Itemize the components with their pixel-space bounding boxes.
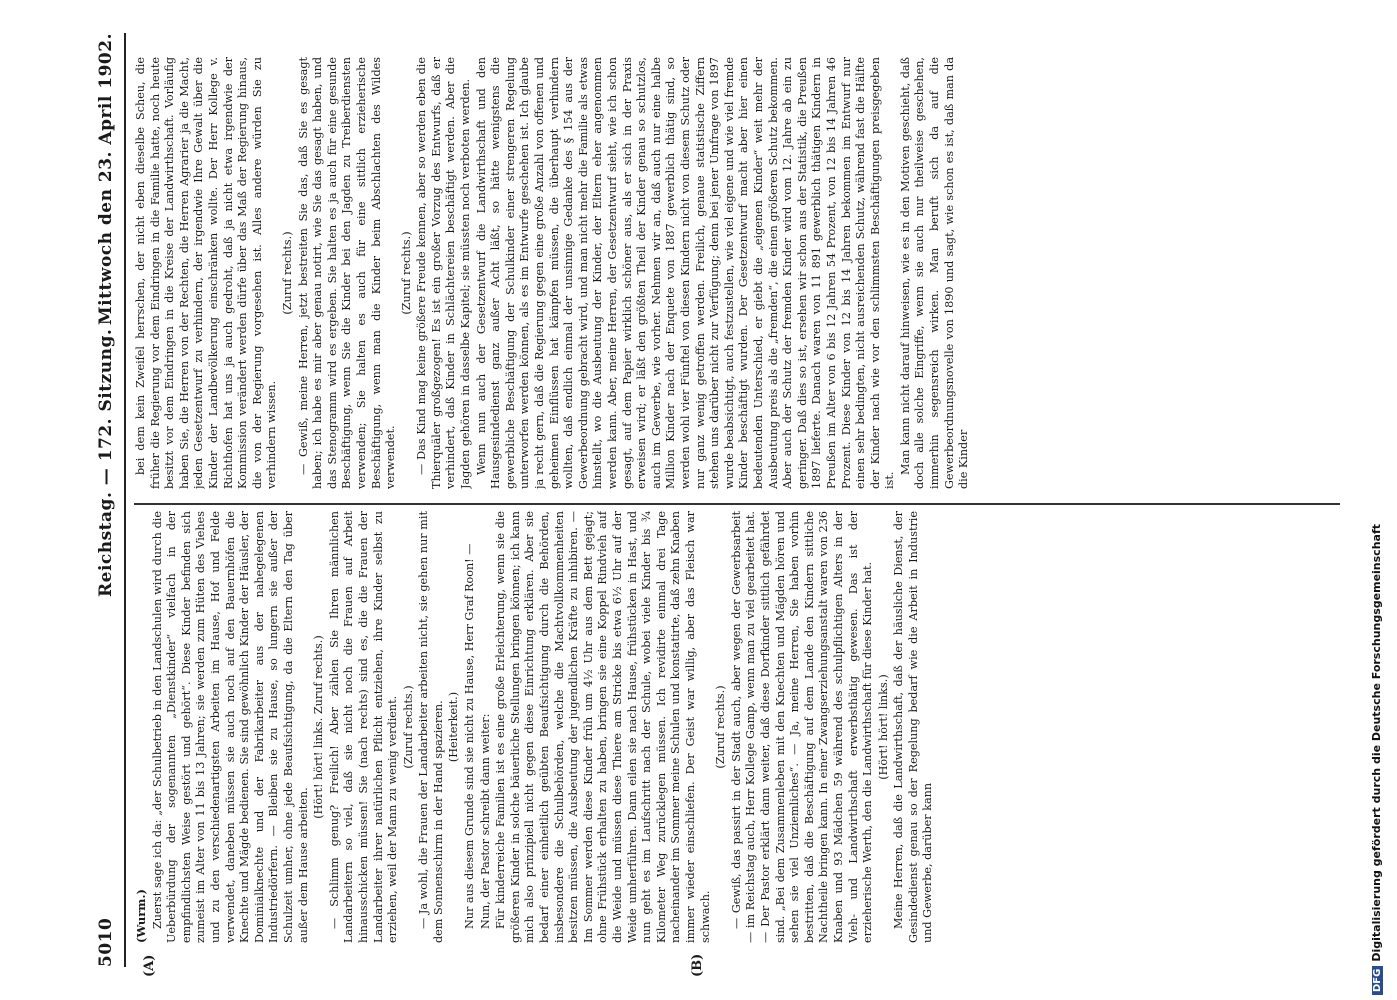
session-date: Mittwoch den 23. April 1902. <box>96 33 116 326</box>
interjection: (Zuruf rechts.) <box>714 685 728 769</box>
paragraph: bei dem kein Zweifel herrschen, der nicht eben dieselbe Scheu, die früher die Regierung vor dem Eindringen in die Familie hatte, noch heute besitzt vor dem Eindringen in die Kreise der Landwirthschaft. Vorläufig haben Sie, die Herren von der Rechten, die Herren Agrarier ja die Macht, jeden Gesetzentwurf zu verhindern, der irgendwie Ihre Gewalt über die Kinder der Landbevölkerung einschränken wollte. Der Herr Kollege v. Richthofen hat uns ja auch gedroht, daß ja nicht etwa irgendwie der Kommission verändert werden dürfe über das Maß der Regierung hinaus, die von der Regierung vorgesehen ist. Alles andere würden Sie zu verhindern wissen. <box>134 57 279 489</box>
interjection: (Zuruf rechts.) <box>399 231 413 315</box>
speaker-label: (Wurm.) <box>134 889 148 943</box>
interjection: (Hört! hört! links. Zuruf rechts.) <box>312 635 326 819</box>
paragraph: Wenn nun auch der Gesetzentwurf die Landwirthschaft und den Hausgesindedienst ganz außer Acht läßt, so hätte wenigstens die gewerbliche Beschäftigung der Schulkinder einer strengeren Regelung unterworfen werden können, als es im Entwurfe geschehen ist. Ich glaube ja recht gern, daß die Regierung gegen eine große Anzahl von offenen und geheimen Einflüssen hat kämpfen müssen, die überhaupt verhindern wollten, daß endlich einmal der unsinnige Gedanke des § 154 aus der Gewerbeordnung gebracht wird, und man nicht mehr die Familie als etwas hinstellt, wo die Ausbeutung der Kinder, der Eltern eher angenommen werden kann. Aber, meine Herren, der Gesetzentwurf sieht, wie ich schon gesagt, auf dem Papier wirklich schöner aus, als er sich in der Praxis erweisen wird; er läßt den größten Theil der Kinder genau so schutzlos, auch im Gewerbe, wie vorher. Nehmen wir an, daß auch nur eine halbe Million Kinder nach der Enquete von 1887 gewerblich thätig sind, so werden wohl vier Fünftel von diesen Kindern nicht von diesem Schutz oder nur ganz wenig getroffen werden. Freilich, genaue statistische Ziffern stehen uns darüber nicht zur Verfügung; denn bei jener Umfrage von 1897 wurde beabsichtigt, auch festzustellen, wie viel eigene und wie viel fremde Kinder beschäftigt wurden. Der Gesetzentwurf macht aber hier einen bedeutenden Unterschied, er giebt die „eigenen Kinder“ weit mehr der Ausbeutung preis als die „fremden“, die einen größeren Schutz bekommen. Aber auch der Schutz der fremden Kinder wird vom 12. Jahre ab ein zu geringer. Daß dies so ist, ersehen wir schon aus der Statistik, die Preußen 1897 lieferte. Danach waren von 11 891 gewerblich thätigen Kindern in Preußen im Alter von 6 bis 12 Jahren 54 Prozent, von 12 bis 14 Jahren 46 Prozent. Diese Kinder von 12 bis 14 Jahren bekommen im Entwurf nur einen sehr bedingten, nicht ausreichenden Schutz, während fast die Hälfte der Kinder nach wie vor den schlimmsten Beschäftigungen preisgegeben ist. <box>474 57 897 489</box>
page-header <box>96 33 122 967</box>
interjection: (Zuruf rechts.) <box>401 685 415 769</box>
paragraph: — Gewiß, das passirt in der Stadt auch, aber wegen der Gewerbsarbeit — im Reichstag auch, Herr Kollege Gamp, wenn man zu viel gearbeitet hat. — Der Pastor erklärt dann weiter, daß diese Dorfkinder sittlich gefährdet sind. „Bei dem Zusammenleben mit den Knechten und Mägden hören und sehen sie viel Unziemliches“. — Ja, meine Herren, Sie haben vorhin bestritten, daß die Beschäftigung auf dem Lande den Kindern sittliche Nachtheile bringen kann. In einer Zwangserziehungsanstalt waren von 236 Knaben und 93 Mädchen 59 während des schulpflichtigen Alters in der Vieh- und Landwirthschaft erwerbsthätig gewesen. Das ist der erzieherische Werth, den die Landwirthschaft für diese Kinder hat. <box>729 511 875 943</box>
credit-text: Digitalisierung gefördert durch die Deutsche Forschungsgemeinschaft <box>1370 523 1383 962</box>
interjection: (Heiterkeit.) <box>447 691 461 763</box>
dfg-logo: DFG <box>1372 966 1383 995</box>
document-page <box>90 15 1360 985</box>
session-title: Reichstag. — 172. Sitzung. <box>96 328 116 597</box>
column-divider <box>134 503 1340 505</box>
paragraph: Man kann nicht darauf hinweisen, wie es in den Motiven geschieht, daß doch alle solche Eingriffe, wenn sie auch nur theilweise geschehen, immerhin segensreich wirken. Man beruft sich da auf die Gewerbeordnungsnovelle von 1890 und sagt, wie schon es ist, daß man da die Kinder <box>898 57 971 489</box>
interjection: (Zuruf rechts.) <box>280 231 294 315</box>
text-column-right <box>134 57 1340 489</box>
margin-mark-b: (B) <box>690 953 705 977</box>
paragraph: Für kinderreiche Familien ist es eine große Erleichterung, wenn sie die größeren Kinder in solche bäuerliche Stellungen bringen können; ich kann mich also prinzipiell nicht gegen diese Einrichtung erklären. Aber sie bedarf einer einheitlich geübten Beaufsichtigung durch die Behörden, insbesondere die Schulbehörden, welche die Machtvollkommenheiten besitzen müssen, die Ausbeutung der jugendlichen Kräfte zu inhibiren. — Im Sommer werden diese Kinder früh um 4½ Uhr aus dem Bett gejagt; ohne Frühstück erhalten zu haben, bringen sie eine Koppel Rindvieh auf die Weide und müssen diese Thiere am Stricke bis etwa 6½ Uhr auf der Weide umherführen. Dann eilen sie nach Hause, frühstücken in Hast, und nun geht es im Laufschritt nach der Schule, wobei viele Kinder bis ¾ Kilometer Weg zurücklegen müssen. Ich revidirte einmal drei Tage nacheinander im Sommer meine Schulen und konstatirte, daß zehn Knaben immer wieder einschliefen. Der Geist war willig, aber das Fleisch war schwach. <box>494 511 712 943</box>
paragraph: Nur aus diesem Grunde sind sie nicht zu Hause, Herr Graf Roon! — <box>463 543 477 929</box>
paragraph: — Ja wohl, die Frauen der Landarbeiter arbeiten nicht, sie gehen nur mit dem Sonnenschirm in der Hand spazieren. <box>417 511 445 943</box>
margin-mark-a: (A) <box>142 954 157 977</box>
text-column-left <box>134 511 1340 943</box>
paragraph: Nun, der Pastor schreibt dann weiter: <box>478 713 492 929</box>
paragraph: Meine Herren, daß die Landwirthschaft, daß der häusliche Dienst, der Gesindedienst genau so der Regelung bedarf wie die Arbeit in Industrie und Gewerbe, darüber kann <box>892 511 935 943</box>
header-rule <box>124 33 126 967</box>
paragraph: Zuerst sage ich da: „der Schulbetrieb in den Landschulen wird durch die Ueberbürdung der sogenannten „Dienstkinder“ vielfach in der empfindlichsten Weise gestört und gehört“. Diese Kinder befinden sich zumeist im Alter von 11 bis 13 Jahren; sie werden zum Hüten des Viehes und zu den verschiedenartigsten Arbeiten im Hause, Hof und Felde verwendet, daneben müssen sie auch noch auf den Bauernhöfen die Knechte und Mägde bedienen. Sie sind gewöhnlich Kinder der Häusler, der Dominialknechte und der Fabrikarbeiter aus der nahegelegenen Industriedörfern. — Bleiben sie zu Hause, so lungern sie außer der Schulzeit umher, ohne jede Beaufsichtigung, da die Eltern den Tag über außer dem Hause arbeiten. <box>150 511 310 943</box>
paragraph: — Das Kind mag keine größere Freude kennen, aber so werden eben die Thierquäler großgezogen! Es ist ein großer Vorzug des Entwurfs, daß er verhindert, daß Kinder in Schlächtereien beschäftigt werden. Aber die Jagden gehören in dasselbe Kapitel; sie müssten noch verboten werden. <box>415 57 473 489</box>
interjection: (Hört! hört! links.) <box>876 674 890 780</box>
digitization-credit <box>1370 524 1383 995</box>
paragraph: — Schlimm genug? Freilich! Aber zählen Sie Ihren männlichen Landarbeitern so viel, daß sie nicht noch die Frauen auf Arbeit hinausschicken müssen! Sie (nach rechts) sind es, die die Frauen der Landarbeiter ihrer natürlichen Pflicht entziehen, ihre Kinder selbst zu erziehen, weil der Mann zu wenig verdient. <box>327 511 400 943</box>
page-number: 5010 <box>96 917 116 967</box>
paragraph: — Gewiß, meine Herren, jetzt bestreiten Sie das, daß Sie es gesagt haben; ich habe es mir aber genau notirt, wie Sie das gesagt haben, und das Stenogramm wird es ergeben. Sie halten es ja auch für eine gesunde Beschäftigung, wenn Sie die Kinder bei den Jagden zu Treiberdiensten verwenden; Sie halten es auch für eine sittlich erzieherische Beschäftigung, wenn man die Kinder beim Abschlachten des Wildes verwendet. <box>296 57 398 489</box>
